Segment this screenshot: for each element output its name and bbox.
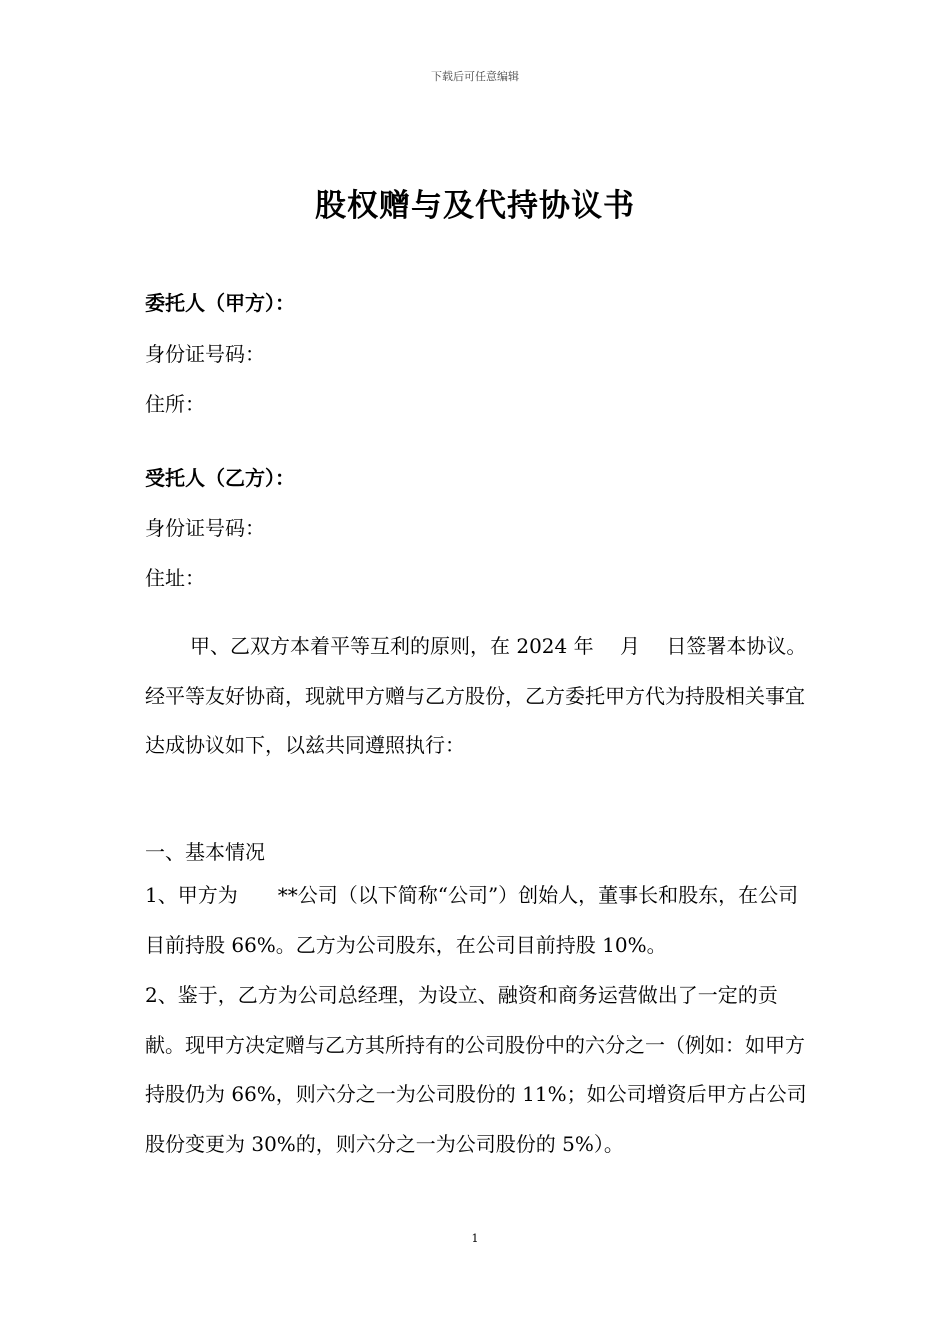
party-b-label: 受托人（乙方）：	[145, 466, 295, 490]
section-title-basic: 一、基本情况	[145, 840, 265, 864]
document-title: 股权赠与及代持协议书	[315, 188, 635, 224]
party-a-id-label: 身份证号码：	[145, 342, 265, 366]
page-header: 下载后可任意编辑	[431, 70, 519, 83]
page-number: 1	[471, 1232, 479, 1245]
clause-1-paragraph: 1、甲方为 **公司（以下简称“公司”）创始人，董事长和股东，在公司目前持股 66%。乙方为公司股东，在公司目前持股 10%。	[145, 883, 799, 957]
clause-2-paragraph: 2、鉴于，乙方为公司总经理，为设立、融资和商务运营做出了一定的贡献。现甲方决定赠与乙方其所持有的公司股份中的六分之一（例如：如甲方持股仍为 66%，则六分之一为公司股份的 11%；如公司增资后甲方占公司股份变更为 30%的，则六分之一为公司股份的 5%）。	[145, 983, 807, 1156]
party-a-address-label: 住所：	[145, 392, 205, 416]
party-b-id-label: 身份证号码：	[145, 516, 265, 540]
party-a-label: 委托人（甲方）：	[145, 291, 295, 315]
preamble-paragraph: 甲、乙双方本着平等互利的原则，在 2024 年 月 日签署本协议。经平等友好协商，现就甲方赠与乙方股份，乙方委托甲方代为持股相关事宜达成协议如下，以兹共同遵照执行：	[145, 634, 807, 757]
party-b-address-label: 住址：	[145, 566, 205, 590]
